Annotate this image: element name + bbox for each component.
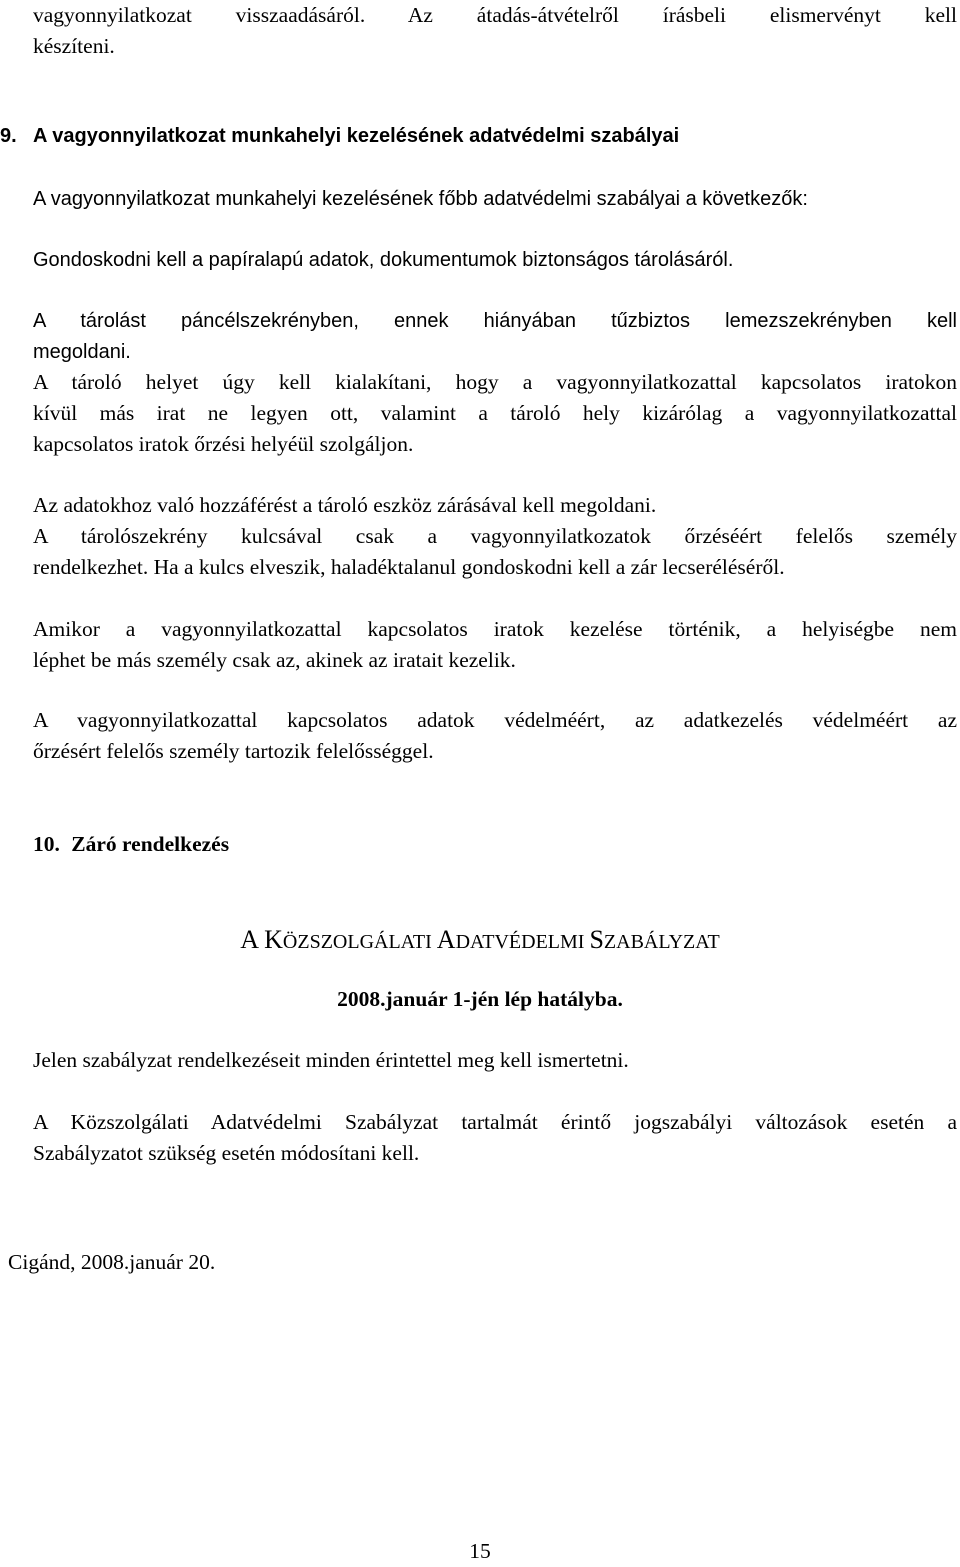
paragraph-line: A Közszolgálati Adatvédelmi Szabályzat tartalmát érintő jogszabályi változások esetén a bbox=[33, 1110, 957, 1134]
title-part: ÖZSZOLGÁLATI bbox=[282, 931, 437, 953]
paragraph-line: őrzésért felelős személy tartozik felelősséggel. bbox=[33, 739, 434, 763]
paragraph-line: rendelkezhet. Ha a kulcs elveszik, haladéktalanul gondoskodni kell a zár lecseréléséről. bbox=[33, 555, 785, 579]
section-title: Záró rendelkezés bbox=[71, 832, 230, 856]
paragraph-line: A vagyonnyilatkozattal kapcsolatos adatok védelméért, az adatkezelés védelméért az bbox=[33, 708, 957, 732]
paragraph-line: A tárolást páncélszekrényben, ennek hiányában tűzbiztos lemezszekrényben kell bbox=[33, 310, 957, 332]
paragraph-line: A tárolószekrény kulcsával csak a vagyonnyilatkozatok őrzéséért felelős személy bbox=[33, 524, 957, 548]
title-part: ZABÁLYZAT bbox=[603, 931, 720, 953]
top-line-1: vagyonnyilatkozat visszaadásáról. Az átadás-átvételről írásbeli elismervényt kell bbox=[33, 3, 957, 27]
paragraph: Gondoskodni kell a papíralapú adatok, dokumentumok biztonságos tárolásáról. bbox=[33, 249, 734, 271]
paragraph-line: kapcsolatos iratok őrzési helyéül szolgáljon. bbox=[33, 432, 414, 456]
top-line-2: készíteni. bbox=[33, 34, 115, 58]
paragraph-line: kívül más irat ne legyen ott, valamint a tároló hely kizárólag a vagyonnyilatkozattal bbox=[33, 401, 957, 425]
title-part: A bbox=[436, 925, 456, 954]
place-date-signature: Cigánd, 2008.január 20. bbox=[8, 1250, 216, 1274]
section-number: 10. bbox=[33, 832, 60, 856]
title-part: A bbox=[240, 925, 265, 954]
paragraph-line: léphet be más személy csak az, akinek az iratait kezelik. bbox=[33, 648, 516, 672]
paragraph-line: Amikor a vagyonnyilatkozattal kapcsolatos iratok kezelése történik, a helyiségbe nem bbox=[33, 617, 957, 641]
section-10-heading bbox=[33, 829, 957, 860]
paragraph: Jelen szabályzat rendelkezéseit minden érintettel meg kell ismertetni. bbox=[33, 1048, 629, 1072]
section-9-intro: A vagyonnyilatkozat munkahelyi kezelésének főbb adatvédelmi szabályai a következők: bbox=[33, 188, 808, 210]
section-number: 9. bbox=[0, 125, 17, 147]
paragraph-line: Szabályzatot szükség esetén módosítani kell. bbox=[33, 1141, 420, 1165]
regulation-title bbox=[0, 923, 960, 959]
paragraph-line: A tároló helyet úgy kell kialakítani, hogy a vagyonnyilatkozattal kapcsolatos iratokon bbox=[33, 370, 957, 394]
paragraph-line: megoldani. bbox=[33, 341, 131, 363]
title-part: S bbox=[589, 925, 604, 954]
paragraph: Az adatokhoz való hozzáférést a tároló eszköz zárásával kell megoldani. bbox=[33, 493, 657, 517]
title-part: DATVÉDELMI bbox=[455, 931, 590, 953]
page-number: 15 bbox=[469, 1539, 491, 1563]
section-title: A vagyonnyilatkozat munkahelyi kezelésének adatvédelmi szabályai bbox=[33, 125, 680, 147]
title-part: K bbox=[264, 925, 283, 954]
effective-date: 2008.január 1-jén lép hatályba. bbox=[337, 987, 623, 1011]
